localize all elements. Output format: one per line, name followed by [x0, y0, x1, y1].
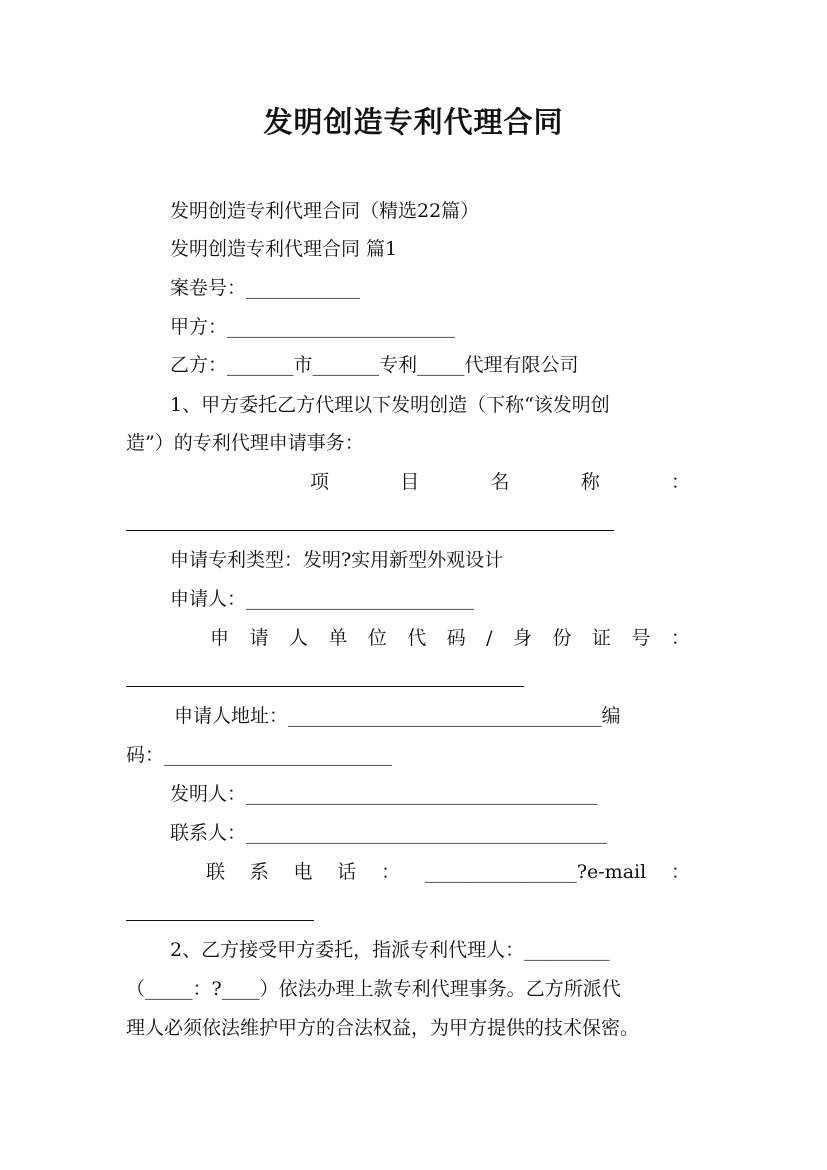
- clause-2-line-2: （_____：?____）依法办理上款专利代理事务。乙方所派代: [126, 978, 621, 1000]
- applicant-code-char: 申: [210, 627, 230, 649]
- applicant-code-char: 单: [328, 627, 348, 649]
- applicant-code-char: 证: [591, 627, 611, 649]
- phone-char: 系: [249, 861, 269, 883]
- applicant-code-char: 位: [367, 627, 387, 649]
- applicant-address-line: 申请人地址：_________________________________编: [174, 705, 621, 727]
- applicant-code-label: [210, 626, 690, 650]
- clause-1-line-2: 造”）的专利代理申请事务：: [126, 432, 364, 454]
- document-subtitle: 发明创造专利代理合同（精选22篇）: [170, 200, 480, 222]
- phone-char: 电: [293, 861, 313, 883]
- applicant-code-char: 人: [288, 627, 308, 649]
- document-title: 发明创造专利代理合同: [263, 105, 564, 139]
- clause-2-line-1: 2、乙方接受甲方委托，指派专利代理人：_________: [170, 939, 610, 961]
- patent-type-line: 申请专利类型：发明?实用新型外观设计: [170, 549, 504, 571]
- project-name-char: 名: [490, 471, 510, 493]
- contact-line: 联系人：______________________________________: [170, 822, 608, 844]
- applicant-code-char: 号: [631, 627, 651, 649]
- phone-char: 联: [206, 861, 226, 883]
- applicant-code-char: /: [486, 627, 493, 649]
- inventor-line: 发明人：_____________________________________: [170, 783, 598, 805]
- applicant-code-char: 份: [552, 627, 572, 649]
- phone-char: 话: [337, 861, 357, 883]
- project-name-char: 项: [310, 471, 330, 493]
- project-name-blank: [126, 530, 614, 531]
- project-name-char: 称: [580, 471, 600, 493]
- phone-char: ：: [381, 861, 401, 883]
- party-a-line: 甲方：________________________: [170, 316, 456, 338]
- section-heading: 发明创造专利代理合同 篇1: [170, 238, 398, 260]
- project-name-char: 目: [400, 471, 420, 493]
- applicant-line: 申请人：________________________: [170, 588, 475, 610]
- phone-email-line: [206, 860, 690, 884]
- project-name-label: [310, 470, 690, 494]
- phone-email-blank: ________________?e-mail: [424, 861, 647, 883]
- applicant-code-char: 身: [513, 627, 533, 649]
- applicant-code-char: 码: [446, 627, 466, 649]
- party-b-line: 乙方：_______市_______专利_____代理有限公司: [170, 354, 579, 376]
- case-number-line: 案卷号：____________: [170, 277, 361, 299]
- applicant-code-blank: [126, 686, 524, 687]
- applicant-code-char: 请: [249, 627, 269, 649]
- applicant-code-char: ：: [670, 627, 690, 649]
- postcode-line: 码：________________________: [126, 744, 393, 766]
- clause-1-line-1: 1、甲方委托乙方代理以下发明创造（下称“该发明创: [170, 394, 610, 416]
- email-blank: [126, 920, 314, 921]
- project-name-char: ：: [670, 471, 690, 493]
- applicant-code-char: 代: [407, 627, 427, 649]
- email-colon: ：: [670, 861, 690, 883]
- clause-2-line-3: 理人必须依法维护甲方的合法权益，为甲方提供的技术保密。: [126, 1017, 640, 1039]
